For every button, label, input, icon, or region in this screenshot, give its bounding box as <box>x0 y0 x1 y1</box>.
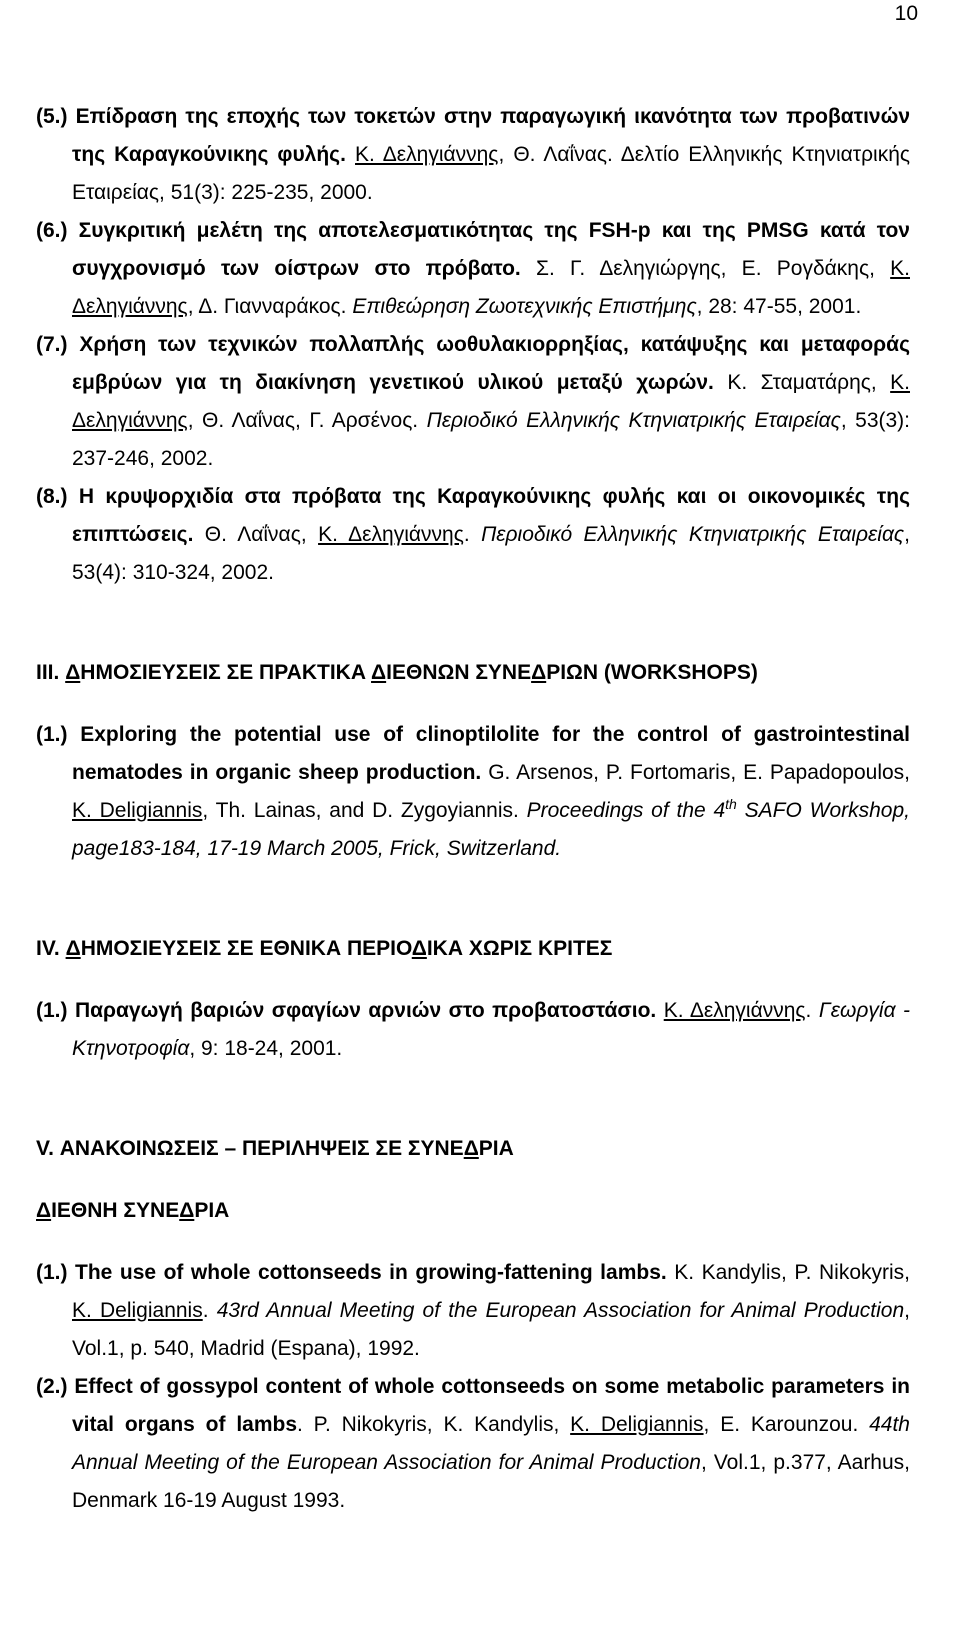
page-number: 10 <box>894 2 918 25</box>
author-highlight: Κ. Δεληγιάννης <box>72 371 910 432</box>
section-heading-iv: IV. ΔΗΜΟΣΙΕΥΣΕΙΣ ΣΕ ΕΘΝΙΚΑ ΠΕΡΙΟΔΙΚΑ ΧΩΡΙΣ ΚΡΙΤΕΣ <box>36 937 613 960</box>
reference-entry-v-2: (2.) Effect of gossypol content of whole cottonseeds on some metabolic parameters in vital organs of lambs. P. Nikokyris, K. Kandylis, K. Deligiannis, E. Karounzou. 44th Annual Meeting of the European Association for Animal Production, Vol.1, p.377, Aarhus, Denmark 16-19 August 1993. <box>36 1375 911 1512</box>
section-heading-v: V. ΑΝΑΚΟΙΝΩΣΕΙΣ – ΠΕΡΙΛΗΨΕΙΣ ΣΕ ΣΥΝΕΔΡΙΑ <box>36 1137 514 1160</box>
subsection-heading-international: ΔΙΕΘΝΗ ΣΥΝΕΔΡΙΑ <box>36 1199 230 1222</box>
document-body <box>36 98 910 1520</box>
author-highlight: K. Deligiannis <box>570 1413 704 1436</box>
author-highlight: K. Deligiannis <box>72 799 203 822</box>
reference-entry-7: (7.) Χρήση των τεχνικών πολλαπλής ωοθυλακιορρηξίας, κατάψυξης και μεταφοράς εμβρύων για τη διακίνηση γενετικού υλικού μεταξύ χωρών. Κ. Σταματάρης, Κ. Δεληγιάννης, Θ. Λαΐνας, Γ. Αρσένος. Περιοδικό Ελληνικής Κτηνιατρικής Εταιρείας, 53(3): 237-246, 2002. <box>36 333 910 470</box>
section-heading-iii: III. ΔΗΜΟΣΙΕΥΣΕΙΣ ΣΕ ΠΡΑΚΤΙΚΑ ΔΙΕΘΝΩΝ ΣΥΝΕΔΡΙΩΝ (WORKSHOPS) <box>36 661 758 684</box>
author-highlight: Κ. Δεληγιάννης <box>355 143 499 166</box>
reference-entry-5: (5.) Επίδραση της εποχής των τοκετών στην παραγωγική ικανότητα των προβατινών της Καραγκούνικης φυλής. Κ. Δεληγιάννης, Θ. Λαΐνας. Δελτίο Ελληνικής Κτηνιατρικής Εταιρείας, 51(3): 225-235, 2000. <box>36 105 910 204</box>
author-highlight: Κ. Δεληγιάννης <box>663 999 806 1022</box>
author-highlight: K. Deligiannis <box>72 1299 203 1322</box>
author-highlight: Κ. Δεληγιάννης <box>72 257 910 318</box>
reference-entry-v-1: (1.) The use of whole cottonseeds in growing-fattening lambs. K. Kandylis, P. Nikokyris, K. Deligiannis. 43rd Annual Meeting of the European Association for Animal Production, Vol.1, p. 540, Madrid (Espana), 1992. <box>36 1261 911 1360</box>
author-highlight: Κ. Δεληγιάννης <box>318 523 464 546</box>
reference-entry-iv-1: (1.) Παραγωγή βαριών σφαγίων αρνιών στο προβατοστάσιο. Κ. Δεληγιάννης. Γεωργία - Κτηνοτροφία, 9: 18-24, 2001. <box>36 999 910 1060</box>
reference-entry-iii-1: (1.) Exploring the potential use of clinoptilolite for the control of gastrointestinal nematodes in organic sheep production. G. Arsenos, P. Fortomaris, E. Papadopoulos, K. Deligiannis, Th. Lainas, and D. Zygoyiannis. Proceedings of the 4th SAFO Workshop, page183-184, 17-19 March 2005, Frick, Switzerland. <box>36 723 911 860</box>
reference-entry-6: (6.) Συγκριτική μελέτη της αποτελεσματικότητας της FSH-p και της PMSG κατά τον συγχρονισμό των οίστρων στο πρόβατο. Σ. Γ. Δεληγιώργης, Ε. Ρογδάκης, Κ. Δεληγιάννης, Δ. Γιανναράκος. Επιθεώρηση Ζωοτεχνικής Επιστήμης, 28: 47-55, 2001. <box>36 219 910 318</box>
reference-entry-8: (8.) Η κρυψορχιδία στα πρόβατα της Καραγκούνικης φυλής και οι οικονομικές της επιπτώσεις. Θ. Λαΐνας, Κ. Δεληγιάννης. Περιοδικό Ελληνικής Κτηνιατρικής Εταιρείας, 53(4): 310-324, 2002. <box>36 485 910 584</box>
